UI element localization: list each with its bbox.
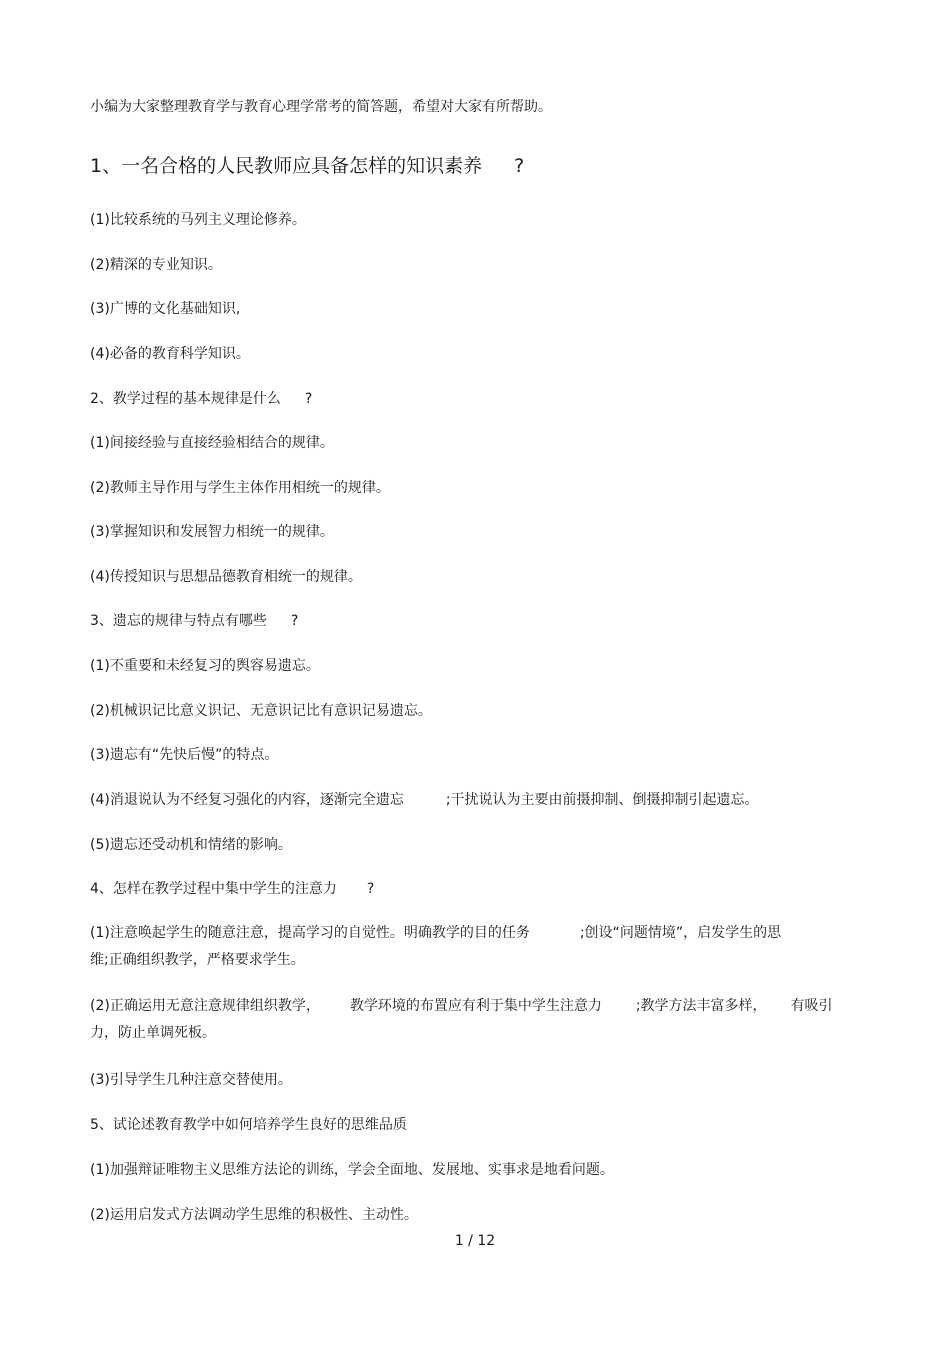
answer-item: 维;正确组织教学，严格要求学生。 — [90, 952, 305, 968]
question-mark: ? — [290, 613, 299, 629]
answer-fragment: 有吸引 — [790, 998, 833, 1014]
intro-text: 小编为大家整理教育学与教育心理学常考的简答题，希望对大家有所帮助。 — [90, 99, 552, 115]
answer-fragment: ;创设“问题情境”，启发学生的思 — [579, 925, 782, 941]
answer-item: (3)遗忘有“先快后慢”的特点。 — [90, 747, 279, 763]
answer-fragment: ;干扰说认为主要由前摄抑制、倒摄抑制引起遗忘。 — [445, 792, 759, 808]
answer-item: (3)引导学生几种注意交替使用。 — [90, 1072, 292, 1088]
answer-item: (5)遗忘还受动机和情绪的影响。 — [90, 837, 292, 853]
answer-fragment: ;教学方法丰富多样， — [635, 998, 767, 1014]
answer-fragment: (2)正确运用无意注意规律组织教学， — [90, 998, 320, 1014]
answer-item — [90, 791, 759, 809]
question-2-heading — [90, 390, 312, 408]
question-5-heading: 5、试论述教育教学中如何培养学生良好的思维品质 — [90, 1117, 407, 1133]
answer-item: (1)加强辩证唯物主义思维方法论的训练，学会全面地、发展地、实事求是地看问题。 — [90, 1162, 614, 1178]
question-mark: ? — [304, 391, 313, 407]
answer-item: (2)精深的专业知识。 — [90, 257, 222, 273]
answer-item: (2)教师主导作用与学生主体作用相统一的规律。 — [90, 480, 390, 496]
answer-fragment: (1)注意唤起学生的随意注意，提高学习的自觉性。明确教学的目的任务 — [90, 925, 530, 941]
question-3-heading — [90, 612, 298, 630]
question-4-heading — [90, 880, 374, 898]
answer-item: 力，防止单调死板。 — [90, 1025, 216, 1041]
question-mark: ? — [366, 881, 375, 897]
answer-item — [90, 997, 833, 1015]
answer-fragment: 教学环境的布置应有利于集中学生注意力 — [349, 998, 602, 1014]
answer-item: (1)间接经验与直接经验相结合的规律。 — [90, 435, 334, 451]
answer-item — [90, 924, 781, 942]
answer-item: (1)不重要和未经复习的舆容易遗忘。 — [90, 658, 320, 674]
question-title: 4、怎样在教学过程中集中学生的注意力 — [90, 881, 337, 897]
answer-item: (1)比较系统的马列主义理论修养。 — [90, 212, 306, 228]
question-title: 1、一名合格的人民教师应具备怎样的知识素养 — [90, 155, 483, 177]
answer-item: (2)运用启发式方法调动学生思维的积极性、主动性。 — [90, 1207, 418, 1223]
answer-item: (2)机械识记比意义识记、无意识记比有意识记易遗忘。 — [90, 703, 432, 719]
answer-item: (4)传授知识与思想品德教育相统一的规律。 — [90, 569, 362, 585]
question-1-heading — [90, 154, 524, 178]
question-title: 2、教学过程的基本规律是什么 — [90, 391, 281, 407]
page-number: 1 / 12 — [454, 1233, 496, 1249]
question-title: 3、遗忘的规律与特点有哪些 — [90, 613, 267, 629]
question-mark: ? — [514, 155, 525, 177]
answer-fragment: (4)消退说认为不经复习强化的内容，逐渐完全遗忘 — [90, 792, 404, 808]
answer-item: (3)掌握知识和发展智力相统一的规律。 — [90, 524, 334, 540]
answer-item: (4)必备的教育科学知识。 — [90, 346, 250, 362]
answer-item: (3)广博的文化基础知识, — [90, 301, 241, 317]
